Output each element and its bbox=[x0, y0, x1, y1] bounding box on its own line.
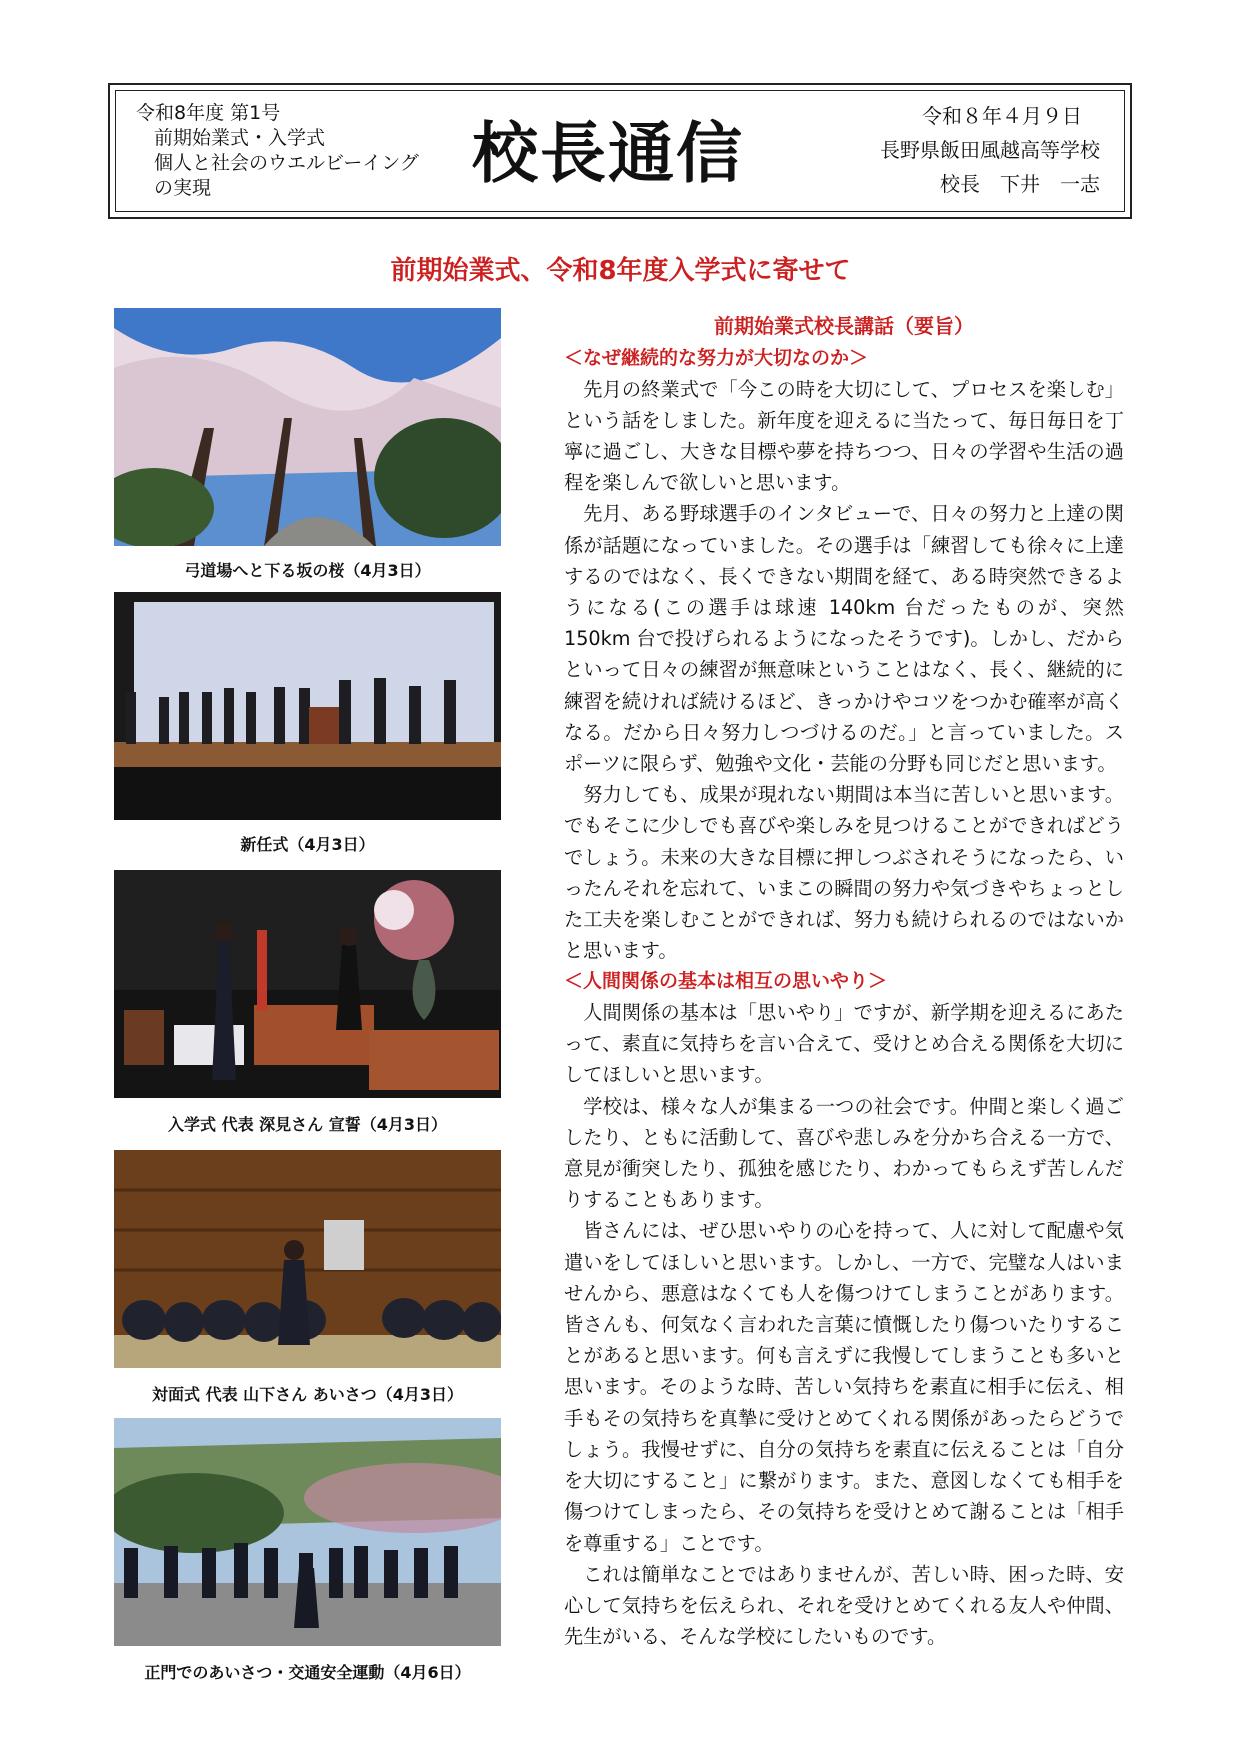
section-heading: ＜人間関係の基本は相互の思いやり＞ bbox=[564, 970, 888, 993]
photo-caption: 弓道場へと下る坂の桜（4月3日） bbox=[184, 561, 431, 580]
entrance-ceremony-photo bbox=[114, 870, 501, 1098]
issue-number: 令和8年度 第1号 bbox=[136, 102, 281, 124]
article-paragraph: 先月、ある野球選手のインタビューで、日々の努力と上達の関係が話題になっていました。その選手は「練習しても徐々に上達するのではなく、長くできない期間を経て、ある時突然できるようになる(この選手は球速 140km 台だったものが、突然 150km 台で投げられるようになったそうです)。しかし、だからといって日々の練習が無意味ということはなく、長く、継続的に練習を続ければ続けるほど、きっかけやコツをつかむ確率が高くなる。だから日々努力しつづけるのだ。」と言っていました。スポーツに限らず、勉強や文化・芸能の分野も同じだと思います。 bbox=[564, 502, 1124, 776]
photo-caption: 新任式（4月3日） bbox=[240, 835, 375, 854]
photo-caption: 対面式 代表 山下さん あいさつ（4月3日） bbox=[152, 1385, 463, 1404]
article-paragraph: 学校は、様々な人が集まる一つの社会です。仲間と楽しく過ごしたり、ともに活動して、喜びや悲しみを分かち合える一方で、意見が衝突したり、孤独を感じたり、わかってもらえず苦しんだりすることもあります。 bbox=[564, 1094, 1124, 1212]
principal-name: 校長 下井 一志 bbox=[940, 172, 1100, 196]
article-title: 前期始業式校長講話（要旨） bbox=[714, 314, 974, 338]
school-gate-photo bbox=[114, 1418, 501, 1646]
header-inner-frame bbox=[115, 90, 1125, 212]
section-heading: ＜なぜ継続的な努力が大切なのか＞ bbox=[564, 347, 869, 369]
gym-assembly-photo bbox=[114, 1150, 501, 1368]
issue-subtitle-line: 個人と社会のウエルビーイング bbox=[154, 152, 419, 174]
cherry-blossom-photo bbox=[114, 308, 501, 546]
photo-caption: 入学式 代表 深見さん 宣誓（4月3日） bbox=[168, 1115, 447, 1134]
article-paragraph: 皆さんには、ぜひ思いやりの心を持って、人に対して配慮や気遣いをしてほしいと思います。しかし、一方で、完璧な人はいませんから、悪意はなくても人を傷つけてしまうことがあります。皆さんも、何気なく言われた言葉に憤慨したり傷ついたりすることがあると思います。何も言えずに我慢してしまうことも多いと思います。そのような時、苦しい気持ちを素直に相手に伝え、相手もその気持ちを真摯に受けとめてくれる関係があったらどうでしょう。我慢せずに、自分の気持ちを素直に伝えることは「自分を大切にすること」に繋がります。また、意図しなくても相手を傷つけてしまったら、その気持ちを受けとめて謝ることは「相手を尊重する」ことです。 bbox=[564, 1219, 1124, 1555]
school-name: 長野県飯田風越高等学校 bbox=[880, 138, 1100, 162]
newsletter-title: 校長通信 bbox=[472, 114, 744, 192]
article-paragraph: 努力しても、成果が現れない期間は本当に苦しいと思います。でもそこに少しでも喜びや楽しみを見つけることができればどうでしょう。未来の大きな目標に押しつぶされそうになったら、いったんそれを忘れて、いまこの瞬間の努力や気づきやちょっとした工夫を楽しむことができれば、努力も続けられるのではないかと思います。 bbox=[564, 783, 1124, 963]
issue-subtitle-line: の実現 bbox=[154, 177, 212, 199]
publisher-info bbox=[880, 99, 1100, 201]
publish-date: 令和８年４月９日 bbox=[922, 104, 1082, 128]
article-paragraph: これは簡単なことではありませんが、苦しい時、困った時、安心して気持ちを伝えられ、それを受けとめてくれる友人や仲間、先生がいる、そんな学校にしたいものです。 bbox=[564, 1562, 1124, 1649]
article-paragraph: 人間関係の基本は「思いやり」ですが、新学期を迎えるにあたって、素直に気持ちを言い合えて、受けとめ合える関係を大切にしてほしいと思います。 bbox=[564, 1001, 1124, 1087]
article-paragraph: 先月の終業式で「今この時を大切にして、プロセスを楽しむ」という話をしました。新年度を迎えるに当たって、毎日毎日を丁寧に過ごし、大きな目標や夢を持ちつつ、日々の学習や生活の過程を楽しんで欲しいと思います。 bbox=[564, 377, 1124, 495]
newsletter-header bbox=[108, 83, 1132, 219]
photo-caption: 正門でのあいさつ・交通安全運動（4月6日） bbox=[144, 1663, 471, 1682]
page-headline: 前期始業式、令和8年度入学式に寄せて bbox=[390, 256, 851, 286]
stage-ceremony-photo bbox=[114, 592, 501, 820]
issue-info bbox=[136, 101, 419, 201]
issue-subtitle-line: 前期始業式・入学式 bbox=[154, 127, 326, 149]
principal-speech-article bbox=[564, 310, 1124, 1652]
